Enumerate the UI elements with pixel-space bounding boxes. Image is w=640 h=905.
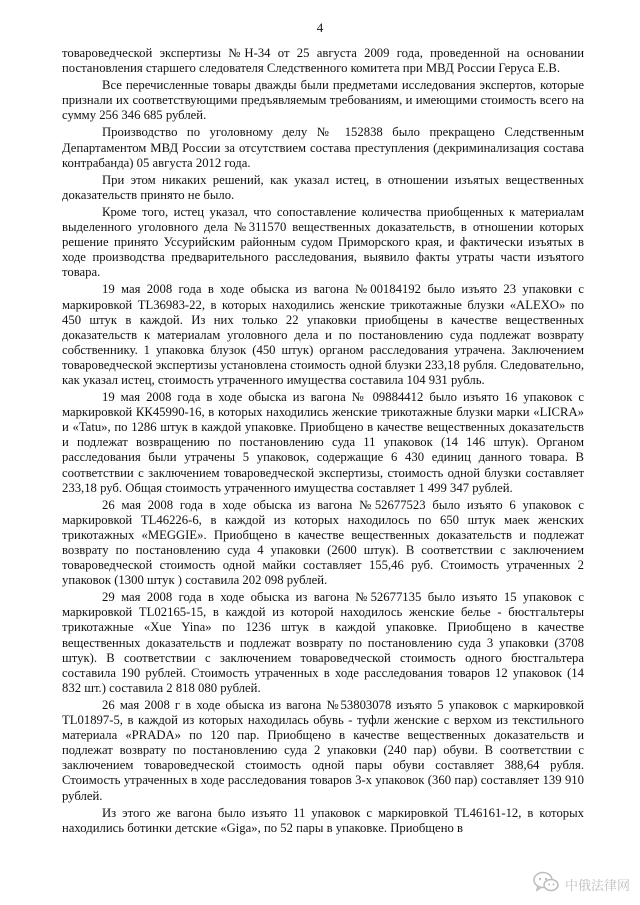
document-body [62, 46, 584, 838]
wechat-icon [533, 871, 559, 897]
paragraph: Кроме того, истец указал, что сопоставление количества приобщенных к материалам выделенного уголовного дела №311570 вещественных доказательств, в отношении которых решение принято Уссурийским районным судом Приморского края, и фактически изъятых в ходе производства предварительного расследования, выявило факты утраты части изъятого товара. [62, 204, 584, 280]
paragraph: 26 мая 2008 года в ходе обыска из вагона №52677523 было изъято 6 упаковок с маркировкой TL46226-6, в каждой из которых находилось по 650 штук маек женских трикотажных «MEGGIE». Приобщено в качестве вещественных доказательств и подлежат возврату по постановлению суда 4 упаковки (2600 штук). В соответствии с заключением товароведческой стоимость одной майки составляет 155,46 руб. Стоимость утраченных 2 упаковок (1300 штук ) составила 202 098 рублей. [62, 497, 584, 588]
paragraph: 29 мая 2008 года в ходе обыска из вагона №52677135 было изъято 15 упаковок с маркировкой TL02165-15, в каждой из которой находилось женские белье - бюстгальтеры трикотажные «Xue Yina» по 1236 штук в каждой упаковке. Приобщено в качестве вещественных доказательств и подлежат возврату по постановлению суда 3 упаковки (3708 штук). В соответствии с заключением товароведческой стоимость одного бюстгальтера составила 190 рублей. Стоимость утраченных в ходе расследования товаров 12 упаковок (14 832 шт.) составила 2 818 080 рублей. [62, 590, 584, 695]
watermark-text: 中俄法律网 [564, 878, 630, 894]
page-number: 4 [316, 20, 324, 35]
paragraph: Из этого же вагона было изъято 11 упаковок с маркировкой TL46161-12, в которых находились ботинки детские «Giga», по 52 пары в упаковке. Приобщено в [62, 805, 584, 835]
watermark [533, 871, 630, 897]
paragraph: товароведческой экспертизы №Н-34 от 25 августа 2009 года, проведенной на основании постановления старшего следователя Следственного комитета при МВД России Геруса Е.В. [62, 46, 584, 76]
paragraph: 26 мая 2008 г в ходе обыска из вагона №53803078 изъято 5 упаковок с маркировкой TL01897-5, в каждой из которых находилась обувь - туфли женские с верхом из текстильного материала «PRADA» по 120 пар. Приобщено в качестве вещественных доказательств и подлежат возврату по постановлению суда 2 упаковки (240 пар) обуви. В соответствии с заключением товароведческой стоимость одной пары обуви составляет 388,64 рубля. Стоимость утраченных в ходе расследования товаров 3-х упаковок (360 пар) составляет 139 910 рублей. [62, 697, 584, 803]
paragraph: Производство по уголовному делу № 152838 было прекращено Следственным Департаментом МВД России за отсутствием состава преступления (декриминализация состава контрабанда) 05 августа 2012 года. [62, 125, 584, 170]
paragraph: При этом никаких решений, как указал истец, в отношении изъятых вещественных доказательств принято не было. [62, 172, 584, 202]
paragraph: Все перечисленные товары дважды были предметами исследования экспертов, которые признали их соответствующими предъявляемым требованиям, и имеющими стоимость всего на сумму 256 346 685 рублей. [62, 78, 584, 123]
paragraph: 19 мая 2008 года в ходе обыска из вагона №00184192 было изъято 23 упаковки с маркировкой TL36983-22, в которых находились женские трикотажные блузки «ALEXO» по 450 штук в каждой. Из них только 22 упаковки приобщены в качестве вещественных доказательств к материалам уголовного дела и по постановлению суда подлежат возврату собственнику. 1 упаковка блузок (450 штук) органом расследования утрачена. Заключением товароведческой экспертизы установлена стоимость одной блузки 233,18 рубля. Следовательно, как указал истец, стоимость утраченного имущества составила 104 931 рубль. [62, 282, 584, 387]
paragraph: 19 мая 2008 года в ходе обыска из вагона № 09884412 было изъято 16 упаковок с маркировкой КК45990-16, в которых находились женские трикотажные блузки марки «LICRA» и «Tatu», по 1286 штук в каждой упаковке. Приобщено в качестве вещественных доказательств и подлежат возвращению по постановлению суда 11 упаковок (14 146 штук). Органом расследования были утрачены 5 упаковок, содержащие 6 430 единиц данного товара. В соответствии с заключением товароведческой экспертизы, стоимость одной блузки составляет 233,18 руб. Общая стоимость утраченного имущества составляет 1 499 347 рублей. [62, 390, 584, 495]
